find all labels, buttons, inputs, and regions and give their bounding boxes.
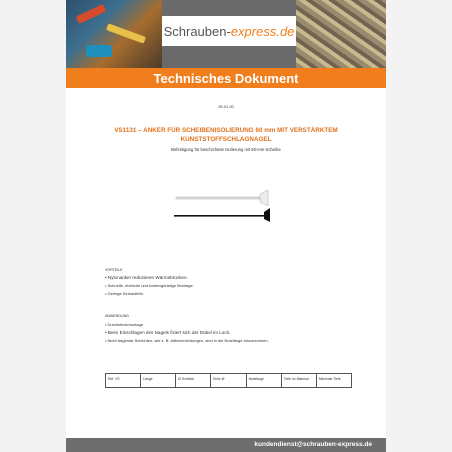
advantage-item: • Nylonanker reduzieren Wärmebrücken. xyxy=(105,275,188,280)
product-title xyxy=(86,127,366,144)
table-header-drill-diameter: Bohr-Ø xyxy=(211,374,246,387)
advantage-item: • Schnelle, einfache und kostengünstige Montage. xyxy=(105,283,194,288)
support-email-link[interactable]: kundendienst@schrauben-express.de xyxy=(254,441,372,448)
table-header-depth: Tiefe im Material xyxy=(282,374,317,387)
tools-photo xyxy=(66,0,162,68)
brand-domain: express.de xyxy=(230,23,295,39)
application-item: • Nicht tragende Schichten, wie z. B. Altbeschichtungen, sind in die Nutzlänge einzurechnen. xyxy=(105,338,269,343)
application-heading: ANWENDUNG xyxy=(105,314,129,318)
header-banner xyxy=(66,0,386,68)
brand-name: Schrauben- xyxy=(163,23,231,39)
product-title-line-1: VS1131 – ANKER FÜR SCHEIBENISOLIERUNG 60 mm MIT VERSTÄRKTEM xyxy=(114,127,338,134)
screws-photo xyxy=(296,0,386,68)
application-item: • Beim Einschlagen des Nagels fiziert sich der Dübel im Loch. xyxy=(105,330,231,335)
document-title: Technisches Dokument xyxy=(153,70,299,86)
spec-table xyxy=(105,373,352,388)
document-page xyxy=(66,0,386,452)
footer-bar xyxy=(66,438,386,452)
brand-logo xyxy=(162,16,296,46)
table-header-length: Länge xyxy=(141,374,176,387)
advantage-item: • Geringe Einbautiefe. xyxy=(105,291,144,296)
table-header-washer-diameter: Ø Scheibe xyxy=(176,374,211,387)
table-header-ref: Ref. VS xyxy=(106,374,141,387)
product-subtitle: Befestigung für beschichtete Isolierung mit 60-mm-Scheibe xyxy=(171,147,281,152)
document-title-bar xyxy=(66,68,386,88)
anchor-product-image xyxy=(174,188,284,224)
document-date: 25.01.20 xyxy=(218,104,234,109)
table-header-min-depth: Minimale Tiefe xyxy=(318,377,341,381)
advantages-heading: VORTEILE xyxy=(105,268,123,272)
application-item: • Durchsteckmontage xyxy=(105,322,144,327)
table-header-usable-length: Nutzlänge xyxy=(247,374,282,387)
product-title-line-2: KUNSTSTOFFSCHLAGNAGEL xyxy=(180,135,272,143)
